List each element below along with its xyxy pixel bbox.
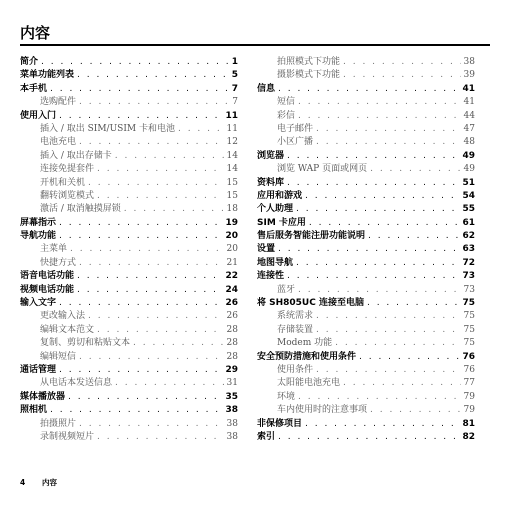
toc-entry-page: 19 [225, 217, 238, 228]
toc-dot-leader [287, 177, 459, 190]
toc-chapter-entry[interactable] [20, 69, 238, 82]
toc-entry-label: 屏幕指示 [20, 217, 57, 228]
toc-dot-leader [296, 203, 459, 216]
toc-dot-leader [316, 136, 461, 149]
toc-entry-label: 存储装置 [277, 324, 314, 335]
toc-entry-label: 应用和游戏 [257, 190, 303, 201]
toc-section-entry[interactable] [20, 190, 238, 203]
toc-dot-leader [59, 110, 222, 123]
toc-dot-leader [370, 163, 460, 176]
toc-entry-label: 菜单功能列表 [20, 70, 75, 81]
toc-entry-label: 使用条件 [277, 364, 314, 375]
toc-entry-label: 电池充电 [40, 137, 77, 148]
toc-entry-page: 31 [226, 378, 238, 389]
toc-dot-leader [278, 243, 459, 256]
toc-entry-page: 75 [462, 298, 475, 309]
toc-section-entry[interactable] [20, 337, 238, 350]
toc-chapter-entry[interactable] [257, 203, 475, 216]
toc-dot-leader [79, 257, 224, 270]
toc-dot-leader [298, 391, 461, 404]
toc-dot-leader [305, 190, 459, 203]
toc-dot-leader [298, 110, 461, 123]
toc-entry-label: 小区广播 [277, 137, 314, 148]
toc-dot-leader [77, 69, 229, 82]
toc-entry-page: 15 [226, 177, 238, 188]
footer-section-title: 内容 [42, 478, 57, 487]
toc-dot-leader [88, 177, 224, 190]
toc-dot-leader [316, 123, 461, 136]
toc-entry-label: 售后服务智能注册功能说明 [257, 231, 366, 242]
toc-entry-label: 设置 [257, 244, 276, 255]
toc-entry-label: 简介 [20, 57, 39, 67]
toc-chapter-entry[interactable] [20, 364, 238, 377]
toc-entry-page: 26 [225, 298, 238, 309]
toc-section-entry[interactable] [20, 203, 238, 216]
toc-entry-label: 环境 [277, 391, 296, 402]
toc-dot-leader [178, 123, 224, 136]
toc-chapter-entry[interactable] [257, 257, 475, 270]
toc-entry-label: 快捷方式 [40, 257, 77, 268]
toc-chapter-entry[interactable] [257, 230, 475, 243]
toc-chapter-entry[interactable] [257, 431, 475, 444]
toc-entry-label: 浏览 WAP 页面或网页 [277, 164, 368, 175]
toc-section-entry[interactable] [257, 163, 475, 176]
toc-section-entry[interactable] [20, 123, 238, 136]
toc-chapter-entry[interactable] [257, 83, 475, 96]
toc-entry-label: 从电话本发送信息 [40, 378, 113, 389]
toc-chapter-entry[interactable] [20, 56, 238, 69]
toc-left-column [20, 56, 238, 444]
toc-dot-leader [278, 83, 459, 96]
toc-dot-leader [316, 364, 461, 377]
title-rule [20, 44, 490, 46]
toc-section-entry[interactable] [20, 136, 238, 149]
toc-entry-page: 28 [226, 351, 238, 362]
toc-entry-page: 11 [225, 110, 238, 121]
toc-entry-page: 21 [226, 257, 238, 268]
toc-entry-page: 54 [462, 190, 475, 201]
toc-entry-label: 连接免提套件 [40, 164, 95, 175]
toc-section-entry[interactable] [20, 324, 238, 337]
toc-entry-label: 开机和关机 [40, 177, 86, 188]
toc-section-entry[interactable] [20, 177, 238, 190]
toc-chapter-entry[interactable] [20, 83, 238, 96]
toc-dot-leader [287, 270, 459, 283]
toc-dot-leader [77, 270, 222, 283]
toc-dot-leader [50, 404, 222, 417]
toc-dot-leader [367, 297, 459, 310]
toc-dot-leader [41, 56, 229, 69]
toc-chapter-entry[interactable] [257, 418, 475, 431]
toc-dot-leader [115, 377, 224, 390]
toc-entry-page: 1 [231, 57, 238, 67]
toc-entry-label: 导航功能 [20, 231, 57, 242]
toc-section-entry[interactable] [20, 257, 238, 270]
toc-entry-page: 7 [232, 97, 238, 108]
toc-dot-leader [278, 431, 459, 444]
toc-chapter-entry[interactable] [20, 391, 238, 404]
toc-entry-page: 5 [231, 70, 238, 81]
toc-entry-page: 61 [462, 217, 475, 228]
toc-section-entry[interactable] [20, 96, 238, 109]
toc-section-entry[interactable] [257, 284, 475, 297]
toc-entry-page: 72 [462, 257, 475, 268]
toc-dot-leader [296, 257, 459, 270]
toc-section-entry[interactable] [257, 123, 475, 136]
toc-entry-page: 75 [463, 311, 475, 322]
toc-entry-page: 12 [226, 137, 238, 148]
toc-entry-label: 插入 / 取出存储卡 [40, 150, 112, 161]
toc-dot-leader [79, 136, 224, 149]
toc-entry-label: 短信 [277, 97, 296, 108]
toc-entry-label: 语音电话功能 [20, 271, 75, 282]
toc-chapter-entry[interactable] [20, 404, 238, 417]
toc-entry-page: 38 [463, 57, 475, 67]
toc-entry-label: 更改输入法 [40, 311, 86, 322]
toc-entry-page: 76 [462, 351, 475, 362]
toc-entry-label: 视频电话功能 [20, 284, 75, 295]
toc-section-entry[interactable] [257, 136, 475, 149]
toc-chapter-entry[interactable] [20, 217, 238, 230]
toc-dot-leader [287, 150, 459, 163]
toc-section-entry[interactable] [20, 150, 238, 163]
toc-entry-label: 输入文字 [20, 298, 57, 309]
toc-section-entry[interactable] [257, 310, 475, 323]
toc-entry-label: 翻转浏览模式 [40, 190, 95, 201]
toc-entry-page: 28 [226, 324, 238, 335]
toc-entry-page: 41 [463, 97, 475, 108]
toc-entry-label: 个人助理 [257, 204, 294, 215]
toc-chapter-entry[interactable] [257, 351, 475, 364]
toc-entry-page: 26 [226, 311, 238, 322]
toc-dot-leader [370, 404, 461, 417]
toc-chapter-entry[interactable] [20, 230, 238, 243]
toc-section-entry[interactable] [257, 110, 475, 123]
toc-entry-page: 15 [226, 190, 238, 201]
toc-dot-leader [70, 243, 224, 256]
toc-section-entry[interactable] [20, 243, 238, 256]
page-title: 内容 [20, 24, 51, 42]
toc-entry-label: 复制、剪切和粘贴文本 [40, 338, 131, 349]
toc-entry-label: 彩信 [277, 110, 296, 121]
toc-dot-leader [77, 284, 222, 297]
toc-dot-leader [359, 351, 459, 364]
toc-entry-page: 29 [225, 364, 238, 375]
toc-chapter-entry[interactable] [257, 217, 475, 230]
toc-dot-leader [133, 337, 224, 350]
toc-right-column [257, 56, 475, 444]
toc-entry-page: 47 [463, 123, 475, 134]
toc-dot-leader [316, 310, 461, 323]
toc-section-entry[interactable] [20, 310, 238, 323]
toc-dot-leader [343, 69, 461, 82]
toc-entry-label: 信息 [257, 83, 276, 94]
toc-entry-page: 11 [226, 123, 238, 134]
toc-dot-leader [79, 418, 224, 431]
toc-entry-label: 摄影模式下功能 [277, 70, 341, 81]
toc-entry-page: 41 [462, 83, 475, 94]
toc-entry-page: 79 [463, 391, 475, 402]
page-footer [20, 477, 57, 488]
toc-dot-leader [309, 217, 460, 230]
toc-dot-leader [59, 230, 222, 243]
toc-entry-page: 14 [226, 150, 238, 161]
toc-entry-page: 82 [462, 431, 475, 442]
toc-entry-page: 73 [463, 284, 475, 295]
toc-entry-label: 激活 / 取消触摸屏锁 [40, 204, 121, 215]
footer-page-number: 4 [20, 478, 26, 487]
toc-section-entry[interactable] [257, 96, 475, 109]
toc-dot-leader [343, 56, 461, 69]
toc-chapter-entry[interactable] [20, 297, 238, 310]
toc-entry-label: 插入 / 取出 SIM/USIM 卡和电池 [40, 123, 175, 134]
toc-entry-label: Modem 功能 [277, 338, 333, 349]
toc-dot-leader [115, 150, 224, 163]
toc-entry-page: 49 [463, 164, 475, 175]
toc-entry-page: 55 [462, 204, 475, 215]
toc-section-entry[interactable] [20, 431, 238, 444]
toc-entry-label: 浏览器 [257, 150, 285, 161]
toc-entry-label: 资料库 [257, 177, 285, 188]
toc-entry-label: 照相机 [20, 405, 48, 416]
toc-entry-page: 28 [226, 338, 238, 349]
toc-dot-leader [79, 351, 224, 364]
toc-dot-leader [305, 418, 459, 431]
toc-entry-label: 车内使用时的注意事项 [277, 405, 368, 416]
toc-entry-page: 14 [226, 164, 238, 175]
toc-entry-page: 44 [463, 110, 475, 121]
toc-section-entry[interactable] [257, 69, 475, 82]
toc-dot-leader [97, 190, 224, 203]
toc-chapter-entry[interactable] [257, 190, 475, 203]
toc-section-entry[interactable] [257, 364, 475, 377]
toc-entry-label: SIM 卡应用 [257, 217, 306, 228]
toc-entry-label: 使用入门 [20, 110, 57, 121]
toc-section-entry[interactable] [257, 377, 475, 390]
toc-entry-page: 51 [462, 177, 475, 188]
toc-entry-page: 35 [225, 391, 238, 402]
toc-section-entry[interactable] [20, 418, 238, 431]
toc-entry-page: 76 [463, 364, 475, 375]
toc-section-entry[interactable] [257, 324, 475, 337]
toc-entry-page: 24 [225, 284, 238, 295]
toc-dot-leader [68, 391, 222, 404]
toc-chapter-entry[interactable] [20, 110, 238, 123]
toc-entry-label: 主菜单 [40, 244, 68, 255]
toc-entry-page: 75 [463, 338, 475, 349]
toc-entry-label: 编辑短信 [40, 351, 77, 362]
toc-dot-leader [59, 364, 222, 377]
toc-entry-page: 38 [226, 431, 238, 442]
toc-entry-label: 电子邮件 [277, 123, 314, 134]
toc-dot-leader [50, 83, 229, 96]
toc-chapter-entry[interactable] [20, 270, 238, 283]
toc-entry-label: 地图导航 [257, 257, 294, 268]
toc-dot-leader [335, 337, 460, 350]
toc-entry-label: 太阳能电池充电 [277, 378, 341, 389]
toc-section-entry[interactable] [257, 391, 475, 404]
toc-entry-page: 39 [463, 70, 475, 81]
toc-entry-page: 22 [225, 271, 238, 282]
toc-dot-leader [343, 377, 461, 390]
toc-dot-leader [298, 284, 461, 297]
toc-entry-label: 索引 [257, 431, 276, 442]
toc-entry-page: 81 [462, 418, 475, 429]
toc-entry-page: 48 [463, 137, 475, 148]
toc-entry-label: 蓝牙 [277, 284, 296, 295]
toc-entry-page: 38 [225, 405, 238, 416]
toc-entry-label: 拍照模式下功能 [277, 57, 341, 67]
toc-section-entry[interactable] [257, 56, 475, 69]
toc-dot-leader [79, 96, 229, 109]
toc-chapter-entry[interactable] [257, 297, 475, 310]
toc-entry-label: 将 SH805UC 连接至电脑 [257, 298, 364, 309]
toc-entry-page: 79 [463, 405, 475, 416]
toc-entry-page: 20 [226, 244, 238, 255]
toc-entry-label: 系统需求 [277, 311, 314, 322]
toc-entry-label: 本手机 [20, 83, 48, 94]
toc-entry-page: 73 [462, 271, 475, 282]
toc-dot-leader [368, 230, 459, 243]
toc-entry-label: 选购配件 [40, 97, 77, 108]
toc-entry-label: 安全预防措施和使用条件 [257, 351, 357, 362]
toc-dot-leader [97, 431, 224, 444]
toc-dot-leader [298, 96, 461, 109]
toc-entry-page: 38 [226, 418, 238, 429]
toc-chapter-entry[interactable] [257, 150, 475, 163]
toc-chapter-entry[interactable] [20, 284, 238, 297]
toc-chapter-entry[interactable] [257, 177, 475, 190]
toc-entry-label: 非保修项目 [257, 418, 303, 429]
toc-entry-label: 连接性 [257, 271, 285, 282]
toc-section-entry[interactable] [257, 337, 475, 350]
toc-section-entry[interactable] [20, 351, 238, 364]
toc-entry-label: 录制视频短片 [40, 431, 95, 442]
toc-entry-page: 77 [463, 378, 475, 389]
toc-entry-label: 通话管理 [20, 364, 57, 375]
toc-section-entry[interactable] [20, 163, 238, 176]
toc-entry-page: 20 [225, 231, 238, 242]
toc-dot-leader [88, 310, 224, 323]
toc-entry-label: 编辑文本范文 [40, 324, 95, 335]
toc-entry-page: 7 [231, 83, 238, 94]
toc-dot-leader [124, 203, 224, 216]
toc-chapter-entry[interactable] [257, 243, 475, 256]
toc-entry-page: 62 [462, 231, 475, 242]
toc-dot-leader [97, 324, 224, 337]
toc-entry-page: 18 [226, 204, 238, 215]
toc-dot-leader [59, 217, 222, 230]
toc-dot-leader [59, 297, 222, 310]
toc-entry-label: 媒体播放器 [20, 391, 66, 402]
toc-entry-page: 49 [462, 150, 475, 161]
toc-dot-leader [97, 163, 224, 176]
toc-section-entry[interactable] [257, 404, 475, 417]
toc-entry-page: 75 [463, 324, 475, 335]
toc-section-entry[interactable] [20, 377, 238, 390]
toc-dot-leader [316, 324, 461, 337]
toc-chapter-entry[interactable] [257, 270, 475, 283]
toc-entry-label: 拍摄照片 [40, 418, 77, 429]
toc-entry-page: 63 [462, 244, 475, 255]
